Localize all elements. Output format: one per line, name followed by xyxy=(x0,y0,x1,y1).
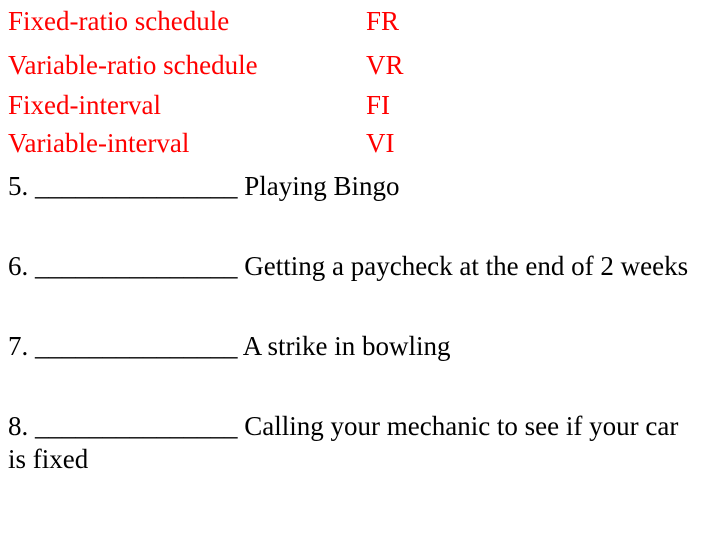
answer-blank[interactable]: _______________ xyxy=(35,411,238,441)
answer-blank[interactable]: _______________ xyxy=(35,251,238,281)
question-7 xyxy=(8,330,451,363)
question-text: A strike in bowling xyxy=(242,331,451,361)
key-term: Fixed-ratio schedule xyxy=(8,6,230,36)
key-term: Fixed-interval xyxy=(8,90,161,120)
question-number: 8. xyxy=(8,411,29,441)
key-term: Variable-interval xyxy=(8,128,190,158)
question-8 xyxy=(8,410,678,443)
question-number: 7. xyxy=(8,331,29,361)
key-abbr: FI xyxy=(366,90,391,120)
key-term: Variable-ratio schedule xyxy=(8,50,258,80)
answer-blank[interactable]: _______________ xyxy=(35,331,238,361)
question-number: 5. xyxy=(8,171,29,201)
key-abbr: FR xyxy=(366,6,400,36)
key-abbr: VR xyxy=(366,50,404,80)
answer-blank[interactable]: _______________ xyxy=(35,171,238,201)
question-number: 6. xyxy=(8,251,29,281)
key-abbr: VI xyxy=(366,128,395,158)
question-text: Playing Bingo xyxy=(244,171,400,201)
question-5 xyxy=(8,170,400,203)
question-text: Calling your mechanic to see if your car xyxy=(244,411,679,441)
question-text: Getting a paycheck at the end of 2 weeks xyxy=(244,251,689,281)
question-6 xyxy=(8,250,688,283)
question-8-continuation: is fixed xyxy=(8,444,89,474)
